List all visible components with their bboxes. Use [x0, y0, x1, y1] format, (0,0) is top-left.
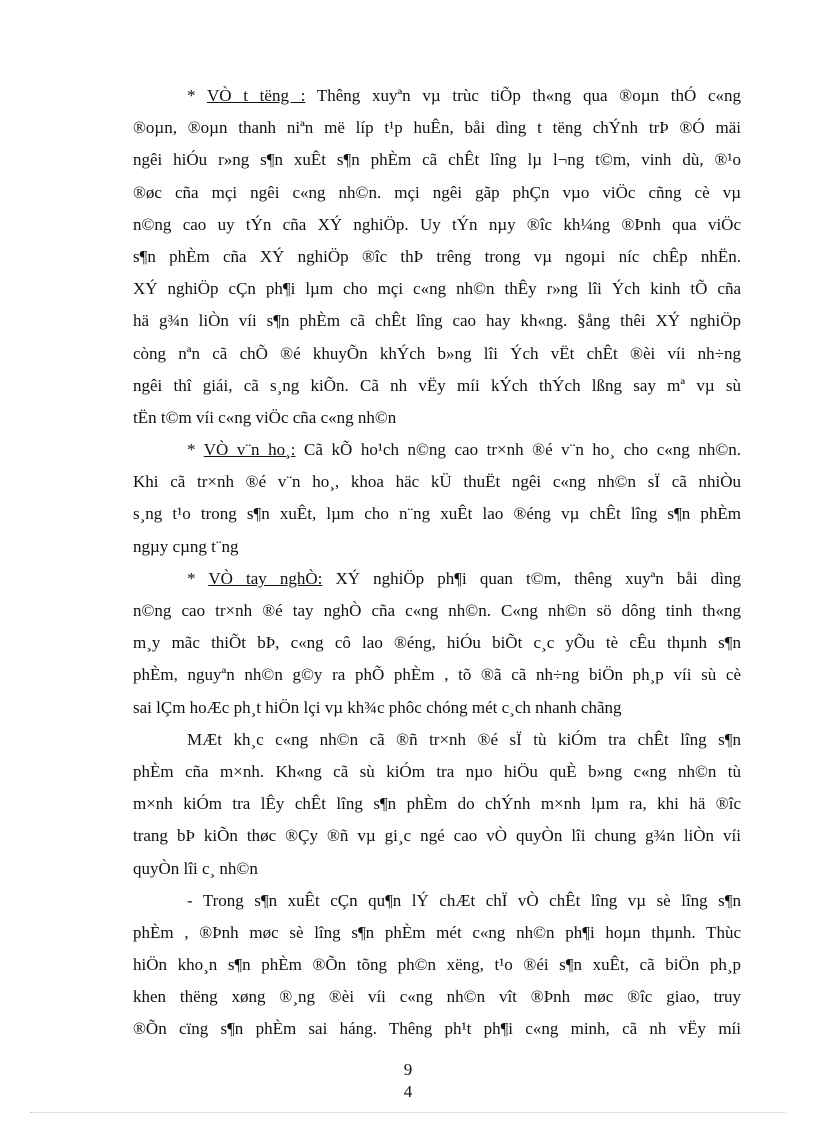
text-line	[133, 531, 741, 563]
line-text: ®øc cña mçi ngêi c«ng nh©n. mçi ngêi gãp phÇn vµo viÖc cñng cè vµ	[133, 182, 741, 202]
bullet-marker: *	[187, 568, 209, 588]
line-text: phÈm cña m×nh. Kh«ng cã sù kiÓm tra nµo hiÖu quÈ b»ng c«ng nh©n tù	[133, 761, 741, 781]
line-text: trang bÞ kiÕn thøc ®Çy ®ñ vµ gi¸c ngé cao vÒ quyÒn lîi chung g¾n liÒn víi	[133, 826, 741, 846]
page-number-top: 9	[403, 1060, 413, 1079]
footer-divider	[30, 1112, 786, 1113]
text-line	[133, 981, 741, 1013]
text-line	[133, 498, 741, 530]
text-line	[133, 370, 741, 402]
text-line	[133, 595, 741, 627]
section-heading: VÒ t tëng :	[206, 86, 306, 105]
line-text: hä g¾n liÒn víi s¶n phÈm cã chÊt lîng cao hay kh«ng. §ång thêi XÝ nghiÖp	[133, 311, 741, 331]
line-text: Cã kÕ ho¹ch n©ng cao tr×nh ®é v¨n ho¸ cho c«ng nh©n.	[295, 440, 741, 460]
text-line	[133, 209, 741, 241]
line-text: ngêi hiÓu r»ng s¶n xuÊt s¶n phÈm cã chÊt lîng lµ l¬ng t©m, vinh dù, ®¹o	[133, 150, 741, 170]
text-line	[133, 724, 741, 756]
text-line	[133, 917, 741, 949]
line-text: n©ng cao tr×nh ®é tay nghÒ cña c«ng nh©n. C«ng nh©n sö dông tinh th«ng	[133, 601, 741, 620]
text-line	[133, 853, 741, 885]
line-text: sai lÇm hoÆc ph¸t hiÖn lçi vµ kh¾c phôc chóng mét c¸ch nhanh chãng	[133, 697, 622, 717]
line-text: MÆt kh¸c c«ng nh©n cã ®ñ tr×nh ®é sÏ tù kiÓm tra chÊt lîng s¶n	[187, 729, 741, 749]
text-line	[133, 885, 741, 917]
text-line	[133, 563, 741, 595]
text-line	[133, 144, 741, 176]
line-text: ®oµn, ®oµn thanh niªn më líp t¹p huÊn, båi dìng t tëng chÝnh trÞ ®Ó mäi	[133, 118, 741, 138]
line-text: Khi cã tr×nh ®é v¨n ho¸, khoa häc kÜ thuËt ngêi c«ng nh©n sÏ cã nhiÒu	[133, 472, 741, 492]
line-text: Thêng xuyªn vµ trùc tiÕp th«ng qua ®oµn thÓ c«ng	[305, 86, 741, 105]
text-line	[133, 434, 741, 466]
line-text: hiÖn kho¸n s¶n phÈm ®Õn tõng ph©n xëng, t¹o ®éi s¶n xuÊt, cã biÖn ph¸p	[133, 955, 741, 975]
line-text: ngµy cµng t¨ng	[133, 536, 239, 556]
line-text: m×nh kiÓm tra lÊy chÊt lîng s¶n phÈm do chÝnh m×nh lµm ra, khi hä ®îc	[133, 794, 741, 814]
body-text	[133, 80, 741, 1046]
paragraph-p3	[133, 563, 741, 724]
paragraph-p5	[133, 885, 741, 1046]
text-line	[133, 627, 741, 659]
text-line	[133, 80, 741, 112]
line-text: khen thëng xøng ®¸ng ®èi víi c«ng nh©n vît ®Þnh møc ®îc giao, truy	[133, 987, 741, 1007]
line-text: s¸ng t¹o trong s¶n xuÊt, lµm cho n¨ng xuÊt lao ®éng vµ chÊt lîng s¶n phÈm	[133, 504, 741, 524]
page-number-bottom: 4	[403, 1082, 413, 1101]
line-text: phÈm , ®Þnh møc sè lîng s¶n phÈm mét c«ng nh©n ph¶i hoµn thµnh. Thùc	[133, 922, 741, 942]
line-text: s¶n phÈm cña XÝ nghiÖp ®îc thÞ trêng trong vµ ngoµi níc chÊp nhËn.	[133, 246, 741, 266]
text-line	[133, 305, 741, 337]
bullet-marker: *	[187, 86, 207, 105]
text-line	[133, 177, 741, 209]
line-text: XÝ nghiÖp cÇn ph¶i lµm cho mçi c«ng nh©n thÊy r»ng lîi Ých kinh tÕ cña	[133, 279, 741, 299]
paragraph-p2	[133, 434, 741, 563]
line-text: phÈm, nguyªn nh©n g©y ra phÕ phÈm , tõ ®ã cã nh÷ng biÖn ph¸p víi sù cè	[133, 665, 741, 685]
text-line	[133, 112, 741, 144]
line-text: ®Õn cïng s¶n phÈm sai háng. Thêng ph¹t ph¶i c«ng minh, cã nh vËy míi	[133, 1019, 741, 1039]
line-text: ngêi thî giái, cã s¸ng kiÕn. Cã nh vËy míi kÝch thÝch lßng say mª vµ sù	[133, 375, 741, 395]
text-line	[133, 756, 741, 788]
paragraph-p4	[133, 724, 741, 885]
text-line	[133, 820, 741, 852]
text-line	[133, 1013, 741, 1045]
line-text: m¸y mãc thiÕt bÞ, c«ng cô lao ®éng, hiÓu biÕt c¸c yÕu tè cÊu thµnh s¶n	[133, 633, 741, 653]
section-heading: VÒ tay nghÒ:	[208, 568, 323, 588]
paragraph-p1	[133, 80, 741, 434]
section-heading: VÒ v¨n ho¸:	[203, 440, 296, 460]
line-text: XÝ nghiÖp ph¶i quan t©m, thêng xuyªn båi dìng	[322, 568, 741, 588]
bullet-marker: *	[187, 440, 204, 460]
text-line	[133, 466, 741, 498]
line-text: - Trong s¶n xuÊt cÇn qu¶n lÝ chÆt chÏ vÒ chÊt lîng vµ sè lîng s¶n	[187, 890, 741, 910]
text-line	[133, 659, 741, 691]
text-line	[133, 949, 741, 981]
text-line	[133, 692, 741, 724]
text-line	[133, 338, 741, 370]
line-text: n©ng cao uy tÝn cña XÝ nghiÖp. Uy tÝn nµy ®îc kh¼ng ®Þnh qua viÖc	[133, 214, 741, 234]
text-line	[133, 402, 741, 434]
text-line	[133, 241, 741, 273]
line-text: còng nªn cã chÕ ®é khuyÕn khÝch b»ng lîi Ých vËt chÊt ®èi víi nh÷ng	[133, 343, 741, 363]
line-text: tËn t©m víi c«ng viÖc cña c«ng nh©n	[133, 407, 397, 427]
line-text: quyÒn lîi c¸ nh©n	[133, 858, 258, 878]
text-line	[133, 788, 741, 820]
text-line	[133, 273, 741, 305]
